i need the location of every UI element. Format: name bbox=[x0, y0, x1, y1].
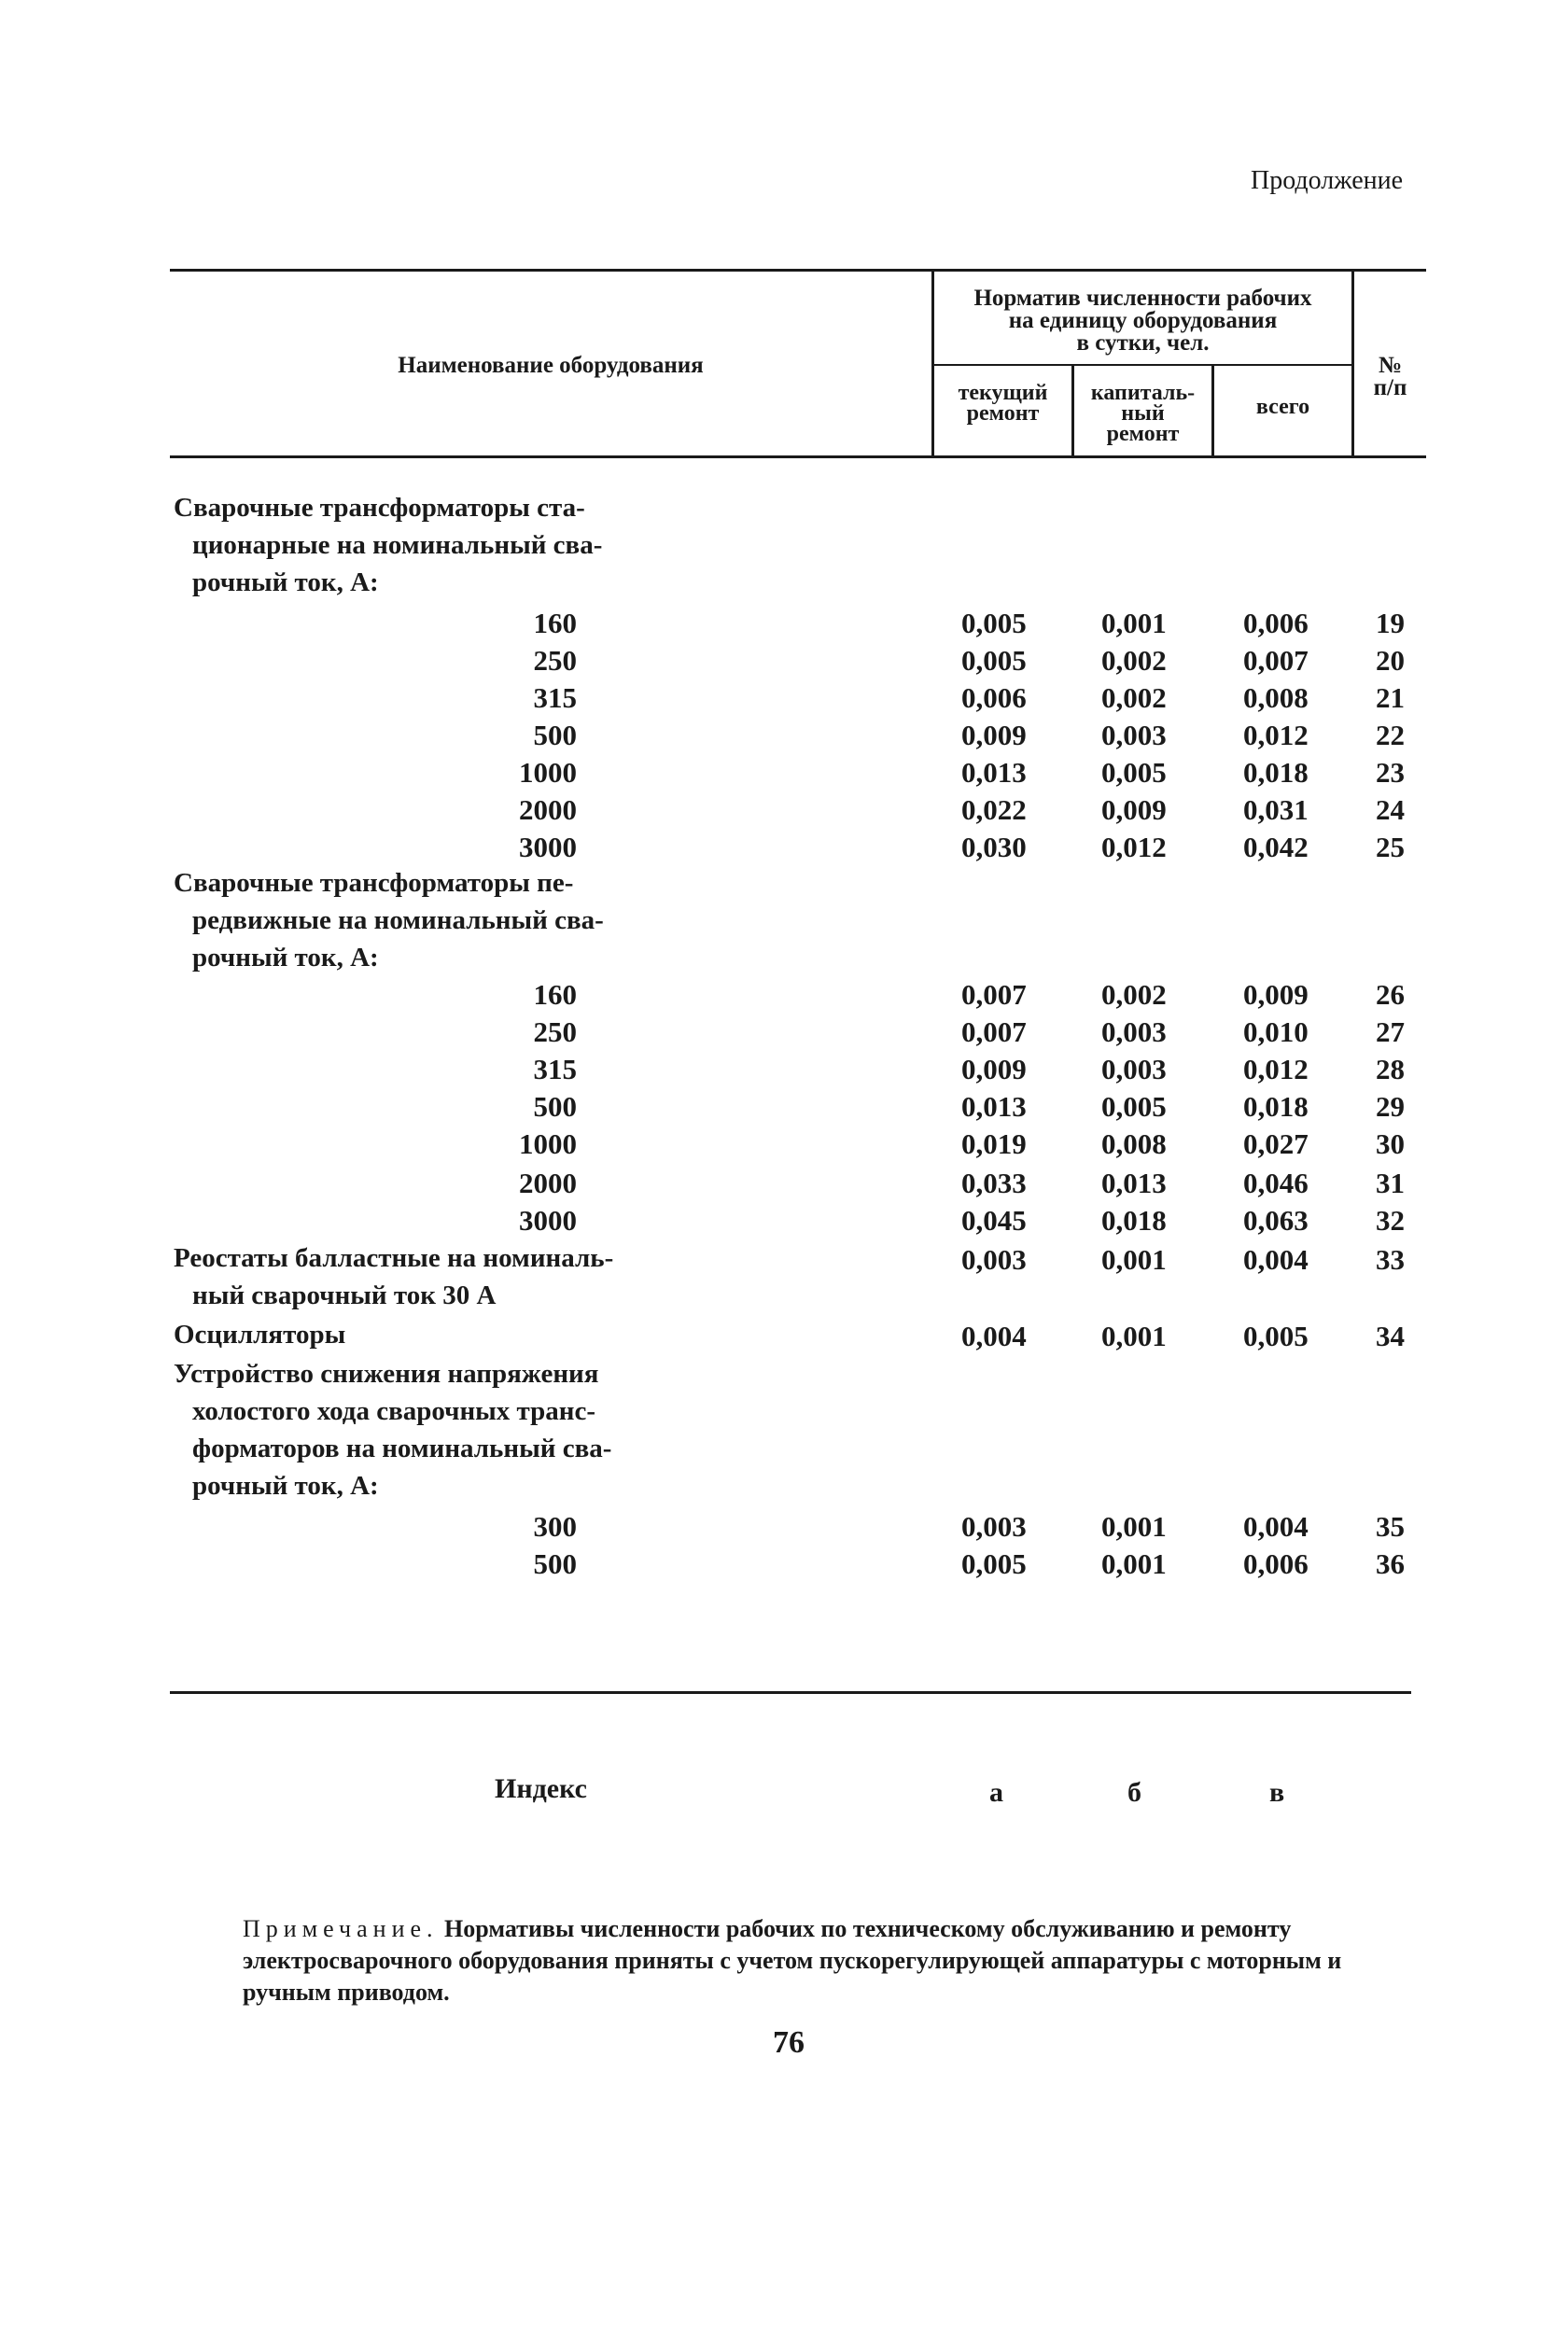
current-repair-cell: 0,030 bbox=[961, 831, 1027, 863]
number-cell: 19 bbox=[1376, 607, 1405, 639]
current-repair-cell: 0,013 bbox=[961, 756, 1027, 789]
table-row bbox=[0, 756, 1568, 793]
table-row bbox=[0, 1053, 1568, 1090]
total-cell: 0,012 bbox=[1243, 719, 1309, 751]
footnote bbox=[243, 1913, 1428, 2008]
header-sub-line: ремонт bbox=[966, 401, 1040, 426]
number-cell: 25 bbox=[1376, 831, 1405, 863]
section-title-line: рочный ток, А: bbox=[192, 567, 379, 597]
number-cell: 30 bbox=[1376, 1127, 1405, 1160]
capital-repair-cell: 0,013 bbox=[1101, 1167, 1167, 1199]
total-cell: 0,063 bbox=[1243, 1204, 1309, 1237]
number-cell: 32 bbox=[1376, 1204, 1405, 1237]
capital-repair-cell: 0,009 bbox=[1101, 793, 1167, 826]
section-title-line: редвижные на номинальный сва- bbox=[192, 905, 604, 935]
header-capital-repair bbox=[1074, 383, 1211, 444]
header-sub-line: ремонт bbox=[1106, 422, 1180, 446]
page-number: 76 bbox=[773, 2025, 805, 2060]
number-cell: 20 bbox=[1376, 644, 1405, 677]
index-a: а bbox=[989, 1777, 1003, 1808]
header-num-line: № bbox=[1378, 353, 1403, 378]
section-title-line: Сварочные трансформаторы ста- bbox=[174, 493, 585, 523]
current-repair-cell: 0,045 bbox=[961, 1204, 1027, 1237]
header-norm-line: Норматив численности рабочих bbox=[973, 286, 1312, 311]
current-repair-cell: 0,007 bbox=[961, 1015, 1027, 1048]
table-bottom-rule bbox=[170, 1691, 1411, 1694]
capital-repair-cell: 0,003 bbox=[1101, 719, 1167, 751]
current-repair-cell: 0,005 bbox=[961, 607, 1027, 639]
rating-cell: 160 bbox=[533, 978, 577, 1011]
total-cell: 0,042 bbox=[1243, 831, 1309, 863]
capital-repair-cell: 0,002 bbox=[1101, 681, 1167, 714]
capital-repair-cell: 0,003 bbox=[1101, 1053, 1167, 1085]
current-repair-cell: 0,009 bbox=[961, 719, 1027, 751]
table-row bbox=[0, 1547, 1568, 1585]
number-cell: 29 bbox=[1376, 1090, 1405, 1123]
header-num-line: п/п bbox=[1373, 375, 1407, 400]
table-row bbox=[0, 1167, 1568, 1204]
current-repair-cell: 0,013 bbox=[961, 1090, 1027, 1123]
rating-cell: 3000 bbox=[519, 831, 577, 863]
current-repair-cell: 0,003 bbox=[961, 1243, 1027, 1276]
footnote-text: Нормативы численности рабочих по техническому обслуживанию и ремонту электросварочного оборудования приняты с учетом пускорегулирующей аппаратуры с моторным и ручным приводом. bbox=[243, 1915, 1342, 2006]
header-norm-line: на единицу оборудования bbox=[1008, 308, 1278, 333]
number-cell: 23 bbox=[1376, 756, 1405, 789]
header-sub-line: текущий bbox=[958, 381, 1048, 405]
footnote-title: Примечание. bbox=[243, 1915, 439, 1942]
rating-cell: 315 bbox=[533, 1053, 577, 1085]
capital-repair-cell: 0,001 bbox=[1101, 1243, 1167, 1276]
device-title-line: холостого хода сварочных транс- bbox=[192, 1396, 596, 1426]
total-cell: 0,009 bbox=[1243, 978, 1309, 1011]
current-repair-cell: 0,005 bbox=[961, 644, 1027, 677]
number-cell: 26 bbox=[1376, 978, 1405, 1011]
current-repair-cell: 0,005 bbox=[961, 1547, 1027, 1580]
rating-cell: 315 bbox=[533, 681, 577, 714]
header-norm-group bbox=[934, 287, 1351, 355]
table-row bbox=[0, 1243, 1568, 1280]
number-cell: 22 bbox=[1376, 719, 1405, 751]
current-repair-cell: 0,022 bbox=[961, 793, 1027, 826]
header-group-rule bbox=[931, 364, 1353, 366]
table-row bbox=[0, 793, 1568, 831]
total-cell: 0,007 bbox=[1243, 644, 1309, 677]
current-repair-cell: 0,003 bbox=[961, 1510, 1027, 1543]
rating-cell: 2000 bbox=[519, 1167, 577, 1199]
header-sub-line: капиталь- bbox=[1090, 381, 1196, 405]
number-cell: 21 bbox=[1376, 681, 1405, 714]
capital-repair-cell: 0,002 bbox=[1101, 644, 1167, 677]
device-title-line: рочный ток, А: bbox=[192, 1471, 379, 1501]
table-row bbox=[0, 681, 1568, 719]
index-b: б bbox=[1127, 1777, 1141, 1808]
total-cell: 0,005 bbox=[1243, 1320, 1309, 1352]
section-title-line: Сварочные трансформаторы пе- bbox=[174, 868, 574, 898]
rheostat-title-line: ный сварочный ток 30 А bbox=[192, 1280, 497, 1310]
capital-repair-cell: 0,001 bbox=[1101, 607, 1167, 639]
rating-cell: 500 bbox=[533, 719, 577, 751]
table-row bbox=[0, 1510, 1568, 1547]
number-cell: 34 bbox=[1376, 1320, 1405, 1352]
current-repair-cell: 0,009 bbox=[961, 1053, 1027, 1085]
table-row bbox=[0, 831, 1568, 868]
header-bottom-rule bbox=[170, 455, 1426, 458]
total-cell: 0,008 bbox=[1243, 681, 1309, 714]
current-repair-cell: 0,007 bbox=[961, 978, 1027, 1011]
continuation-label: Продолжение bbox=[1251, 166, 1404, 195]
number-cell: 24 bbox=[1376, 793, 1405, 826]
total-cell: 0,004 bbox=[1243, 1243, 1309, 1276]
rheostat-title-line: Реостаты балластные на номиналь- bbox=[174, 1243, 614, 1273]
total-cell: 0,004 bbox=[1243, 1510, 1309, 1543]
capital-repair-cell: 0,008 bbox=[1101, 1127, 1167, 1160]
header-current-repair bbox=[934, 383, 1071, 424]
number-cell: 31 bbox=[1376, 1167, 1405, 1199]
rating-cell: 500 bbox=[533, 1547, 577, 1580]
total-cell: 0,027 bbox=[1243, 1127, 1309, 1160]
header-name-column: Наименование оборудования bbox=[398, 353, 704, 378]
section-title-line: ционарные на номинальный сва- bbox=[192, 530, 603, 560]
rating-cell: 1000 bbox=[519, 756, 577, 789]
rating-cell: 300 bbox=[533, 1510, 577, 1543]
rating-cell: 250 bbox=[533, 1015, 577, 1048]
rating-cell: 250 bbox=[533, 644, 577, 677]
oscillators-title: Осцилляторы bbox=[174, 1320, 346, 1350]
table-row bbox=[0, 1090, 1568, 1127]
index-c: в bbox=[1269, 1777, 1285, 1808]
capital-repair-cell: 0,002 bbox=[1101, 978, 1167, 1011]
table-row bbox=[0, 1320, 1568, 1357]
rating-cell: 1000 bbox=[519, 1127, 577, 1160]
table-row bbox=[0, 1204, 1568, 1241]
device-title-line: Устройство снижения напряжения bbox=[174, 1359, 599, 1389]
table-row bbox=[0, 607, 1568, 644]
header-sub-line: ный bbox=[1121, 401, 1165, 426]
device-title-line: форматоров на номинальный сва- bbox=[192, 1434, 612, 1463]
total-cell: 0,031 bbox=[1243, 793, 1309, 826]
total-cell: 0,046 bbox=[1243, 1167, 1309, 1199]
current-repair-cell: 0,006 bbox=[961, 681, 1027, 714]
capital-repair-cell: 0,018 bbox=[1101, 1204, 1167, 1237]
number-cell: 27 bbox=[1376, 1015, 1405, 1048]
total-cell: 0,018 bbox=[1243, 1090, 1309, 1123]
header-number-column bbox=[1354, 355, 1426, 399]
rating-cell: 2000 bbox=[519, 793, 577, 826]
table-row bbox=[0, 1015, 1568, 1053]
total-cell: 0,006 bbox=[1243, 607, 1309, 639]
number-cell: 33 bbox=[1376, 1243, 1405, 1276]
rating-cell: 160 bbox=[533, 607, 577, 639]
current-repair-cell: 0,033 bbox=[961, 1167, 1027, 1199]
current-repair-cell: 0,019 bbox=[961, 1127, 1027, 1160]
rating-cell: 3000 bbox=[519, 1204, 577, 1237]
capital-repair-cell: 0,001 bbox=[1101, 1320, 1167, 1352]
total-cell: 0,018 bbox=[1243, 756, 1309, 789]
table-row bbox=[0, 719, 1568, 756]
total-cell: 0,006 bbox=[1243, 1547, 1309, 1580]
capital-repair-cell: 0,005 bbox=[1101, 1090, 1167, 1123]
table-top-rule bbox=[170, 269, 1426, 272]
header-total: всего bbox=[1255, 395, 1310, 419]
capital-repair-cell: 0,001 bbox=[1101, 1547, 1167, 1580]
capital-repair-cell: 0,012 bbox=[1101, 831, 1167, 863]
number-cell: 35 bbox=[1376, 1510, 1405, 1543]
section-title-line: рочный ток, А: bbox=[192, 943, 379, 973]
index-label: Индекс bbox=[495, 1773, 587, 1804]
capital-repair-cell: 0,001 bbox=[1101, 1510, 1167, 1543]
table-row bbox=[0, 1127, 1568, 1165]
total-cell: 0,012 bbox=[1243, 1053, 1309, 1085]
number-cell: 36 bbox=[1376, 1547, 1405, 1580]
number-cell: 28 bbox=[1376, 1053, 1405, 1085]
header-norm-line: в сутки, чел. bbox=[1076, 330, 1210, 356]
current-repair-cell: 0,004 bbox=[961, 1320, 1027, 1352]
capital-repair-cell: 0,005 bbox=[1101, 756, 1167, 789]
table-row bbox=[0, 644, 1568, 681]
total-cell: 0,010 bbox=[1243, 1015, 1309, 1048]
rating-cell: 500 bbox=[533, 1090, 577, 1123]
capital-repair-cell: 0,003 bbox=[1101, 1015, 1167, 1048]
table-row bbox=[0, 978, 1568, 1015]
